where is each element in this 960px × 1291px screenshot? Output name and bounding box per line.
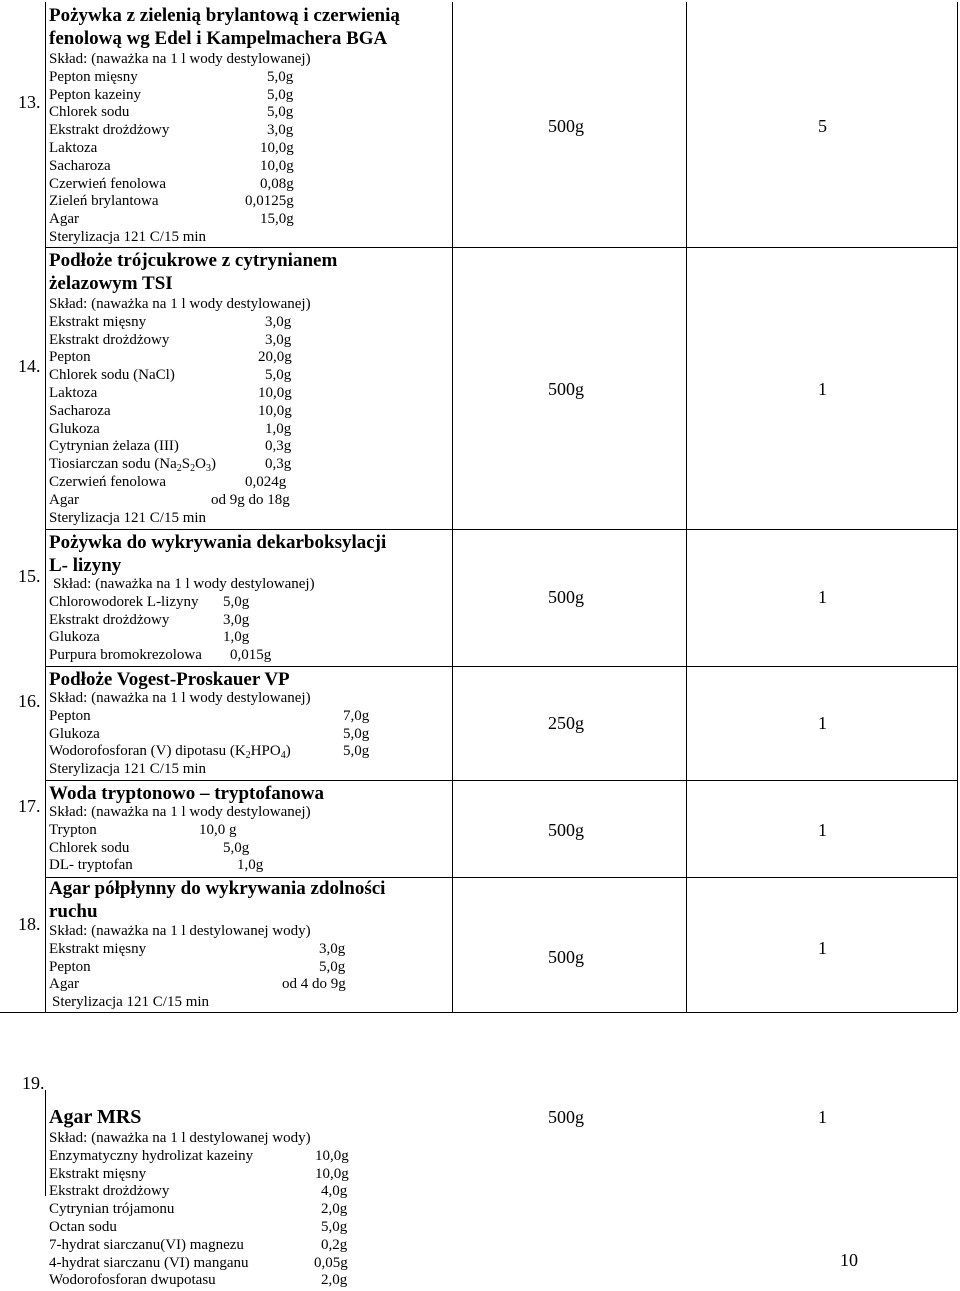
- sklad-line: Skład: (naważka na 1 l destylowanej wody): [49, 1130, 311, 1146]
- table-border-mid1: [452, 2, 453, 1012]
- composition-list: [49, 690, 429, 779]
- row-number: 16.: [18, 691, 41, 711]
- medium-title: Woda tryptonowo – tryptofanowa: [49, 783, 324, 804]
- ingredient-name: 4-hydrat siarczanu (VI) manganu: [49, 1254, 249, 1271]
- ingredient-value: 0,0125g: [245, 193, 294, 210]
- sklad-line: Skład: (naważka na 1 l wody destylowanej): [49, 690, 311, 706]
- sklad-line: Skład: (naważka na 1 l destylowanej wody): [49, 923, 311, 939]
- ingredient-value: 5,0g: [321, 1218, 348, 1235]
- sklad-line: Skład: (naważka na 1 l wody destylowanej): [49, 296, 311, 312]
- ingredient-value: 3,0g: [265, 313, 292, 330]
- ingredient-name: Wodorofosforan dwupotasu: [49, 1272, 216, 1289]
- ingredient-name: Purpura bromokrezolowa: [49, 647, 202, 664]
- medium-title: Agar półpłynny do wykrywania zdolności ruchu: [49, 878, 386, 922]
- count: 1: [818, 379, 827, 399]
- composition-list: [49, 804, 429, 875]
- ingredient-name: Tiosiarczan sodu $(Na_2S_2O_3)$: [49, 456, 216, 475]
- ingredient-name: Chlorek sodu (NaCl): [49, 367, 175, 384]
- amount: 500g: [548, 587, 584, 607]
- row-divider: [45, 780, 957, 781]
- ingredient-value: 5,0g: [267, 86, 294, 103]
- sklad-line: Skład: (naważka na 1 l wody destylowanej): [49, 804, 311, 820]
- medium-title: Pożywka z zielenią brylantową i czerwienią fenolową wg Edel i Kampelmachera BGA: [49, 5, 400, 49]
- amount: 500g: [548, 379, 584, 399]
- ingredient-value: 20,0g: [258, 349, 292, 366]
- row-divider: [0, 1012, 957, 1013]
- ingredient-value: 10,0g: [315, 1147, 349, 1164]
- ingredient-value: 5,0g: [267, 68, 294, 85]
- ingredient-name: Laktoza: [49, 139, 98, 156]
- sterilization-line: Sterylizacja 121 C/15 min: [52, 994, 210, 1011]
- ingredient-name: Ekstrakt mięsny: [49, 1165, 147, 1182]
- ingredient-name: Agar: [49, 491, 79, 508]
- ingredient-name: Glukoza: [49, 420, 100, 437]
- table-border-right: [957, 2, 958, 1012]
- ingredient-name: Ekstrakt mięsny: [49, 940, 147, 957]
- medium-title: Podłoże trójcukrowe z cytrynianem żelazowym TSI: [49, 250, 338, 294]
- table-border-left: [45, 2, 46, 1012]
- ingredient-value: 0,024g: [245, 473, 287, 490]
- ingredient-name: Ekstrakt drożdżowy: [49, 331, 170, 348]
- ingredient-name: 7-hydrat siarczanu(VI) magnezu: [49, 1236, 244, 1253]
- ingredient-value: 10,0g: [258, 402, 292, 419]
- ingredient-value: 3,0g: [265, 331, 292, 348]
- ingredient-value: 1,0g: [265, 420, 292, 437]
- ingredient-value: 2,0g: [321, 1201, 348, 1218]
- ingredient-value: 0,3g: [265, 456, 292, 473]
- ingredient-name: Chlorek sodu: [49, 839, 130, 856]
- row-divider: [45, 666, 957, 667]
- ingredient-name: Sacharoza: [49, 402, 111, 419]
- ingredient-name: Ekstrakt drożdżowy: [49, 122, 170, 139]
- ingredient-value: 1,0g: [223, 629, 250, 646]
- ingredient-name: Glukoza: [49, 725, 100, 742]
- ingredient-value: 5,0g: [319, 958, 346, 975]
- ingredient-name: Ekstrakt drożdżowy: [49, 611, 170, 628]
- composition-list: [49, 576, 429, 665]
- table-border-mid2: [686, 2, 687, 1012]
- ingredient-value: 7,0g: [343, 707, 370, 724]
- ingredient-value: 0,2g: [321, 1236, 348, 1253]
- count: 1: [818, 587, 827, 607]
- ingredient-name: Octan sodu: [49, 1218, 117, 1235]
- sklad-line: Skład: (naważka na 1 l wody destylowanej): [53, 576, 315, 592]
- ingredient-value: 3,0g: [223, 611, 250, 628]
- ingredient-name: Zieleń brylantowa: [49, 193, 159, 210]
- ingredient-name: Sacharoza: [49, 157, 111, 174]
- table-border-left-lower: [45, 1090, 46, 1196]
- medium-title: Pożywka do wykrywania dekarboksylacji L- lizyny: [49, 532, 387, 576]
- row-number: 19.: [22, 1073, 45, 1093]
- ingredient-value: 4,0g: [321, 1183, 348, 1200]
- ingredient-name: Trypton: [49, 821, 97, 838]
- ingredient-name: Wodorofosforan (V) dipotasu $(K_2HPO_4)$: [49, 743, 291, 762]
- ingredient-value: 5,0g: [265, 367, 292, 384]
- ingredient-value: 10,0g: [315, 1165, 349, 1182]
- ingredient-name: Agar: [49, 976, 79, 993]
- ingredient-name: Pepton: [49, 707, 91, 724]
- medium-title: Podłoże Vogest-Proskauer VP: [49, 669, 290, 690]
- ingredient-value: 0,08g: [260, 175, 294, 192]
- ingredient-value: 0,05g: [314, 1254, 348, 1271]
- composition-list: [49, 296, 429, 527]
- amount: 500g: [548, 1107, 584, 1127]
- count: 1: [818, 1107, 827, 1127]
- row-number: 14.: [18, 356, 41, 376]
- count: 1: [818, 820, 827, 840]
- ingredient-name: Glukoza: [49, 629, 100, 646]
- amount: 500g: [548, 116, 584, 136]
- count: 1: [818, 713, 827, 733]
- ingredient-name: Pepton mięsny: [49, 68, 138, 85]
- ingredient-name: Ekstrakt mięsny: [49, 313, 147, 330]
- page-number: 10: [840, 1250, 858, 1270]
- ingredient-name: Agar: [49, 211, 79, 228]
- ingredient-value: 5,0g: [223, 839, 250, 856]
- ingredient-value: 5,0g: [343, 743, 370, 760]
- ingredient-name: Pepton: [49, 349, 91, 366]
- ingredient-name: Chlorowodorek L-lizyny: [49, 593, 199, 610]
- amount: 500g: [548, 947, 584, 967]
- composition-list: [49, 1130, 429, 1290]
- ingredient-name: Ekstrakt drożdżowy: [49, 1183, 170, 1200]
- amount: 250g: [548, 713, 584, 733]
- ingredient-value: 5,0g: [343, 725, 370, 742]
- ingredient-value: 15,0g: [260, 211, 294, 228]
- ingredient-name: Pepton: [49, 958, 91, 975]
- ingredient-value: 0,3g: [265, 438, 292, 455]
- count: 5: [818, 116, 827, 136]
- ingredient-value: 1,0g: [237, 857, 264, 874]
- ingredient-value: od 4 do 9g: [282, 976, 346, 993]
- composition-list: [49, 923, 429, 1012]
- ingredient-value: 10,0 g: [199, 821, 237, 838]
- sterilization-line: Sterylizacja 121 C/15 min: [49, 509, 207, 526]
- ingredient-name: DL- tryptofan: [49, 857, 133, 874]
- ingredient-name: Czerwień fenolowa: [49, 175, 167, 192]
- medium-title: Agar MRS: [49, 1106, 142, 1128]
- ingredient-name: Czerwień fenolowa: [49, 473, 167, 490]
- row-divider: [45, 247, 957, 248]
- ingredient-value: 10,0g: [260, 139, 294, 156]
- row-divider: [45, 529, 957, 530]
- row-number: 18.: [18, 914, 41, 934]
- ingredient-name: Enzymatyczny hydrolizat kazeiny: [49, 1147, 254, 1164]
- ingredient-name: Chlorek sodu: [49, 104, 130, 121]
- row-number: 15.: [18, 566, 41, 586]
- composition-list: [49, 51, 429, 247]
- sterilization-line: Sterylizacja 121 C/15 min: [49, 228, 207, 245]
- ingredient-name: Laktoza: [49, 384, 98, 401]
- ingredient-value: 0,015g: [230, 647, 272, 664]
- ingredient-name: Pepton kazeiny: [49, 86, 142, 103]
- sterilization-line: Sterylizacja 121 C/15 min: [49, 761, 207, 778]
- ingredient-value: 10,0g: [260, 157, 294, 174]
- sklad-line: Skład: (naważka na 1 l wody destylowanej): [49, 51, 311, 67]
- amount: 500g: [548, 820, 584, 840]
- ingredient-value: od 9g do 18g: [211, 491, 290, 508]
- ingredient-value: 3,0g: [267, 122, 294, 139]
- ingredient-value: 2,0g: [321, 1272, 348, 1289]
- row-number: 17.: [18, 796, 41, 816]
- ingredient-value: 5,0g: [223, 593, 250, 610]
- ingredient-value: 10,0g: [258, 384, 292, 401]
- ingredient-value: 5,0g: [267, 104, 294, 121]
- count: 1: [818, 938, 827, 958]
- ingredient-value: 3,0g: [319, 940, 346, 957]
- row-number: 13.: [18, 92, 41, 112]
- ingredient-name: Cytrynian trójamonu: [49, 1201, 175, 1218]
- ingredient-name: Cytrynian żelaza (III): [49, 438, 179, 455]
